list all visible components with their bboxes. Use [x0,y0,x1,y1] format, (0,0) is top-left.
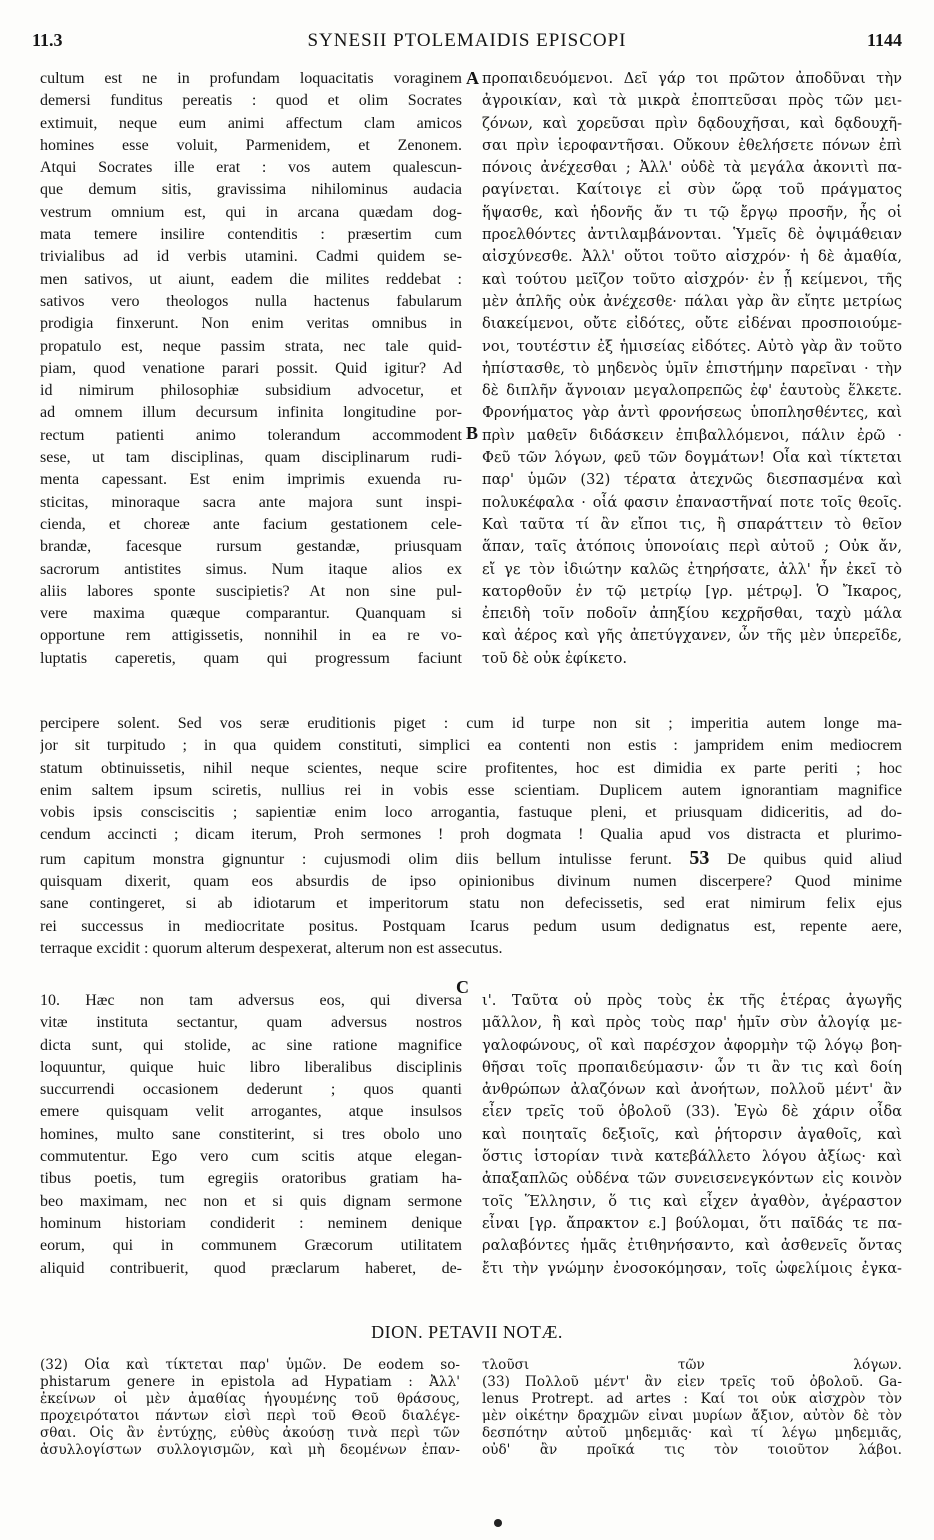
text-line: τλοῦσι τῶν λόγων. [482,1357,902,1373]
text-line: ἐκείνων οἱ μὲν ἀμαθίας ἡγουμένης τοῦ θράσους, [40,1391,460,1407]
text-line: jor sit turpitudo ; in qua quidem constituti, simplici ea contenti non estis : jampridem enim mediocrem [40,737,902,755]
text-line: extimuit, neque eum animi affectum clam amicos [40,114,462,132]
text-line: luptatis caperetis, quam qui progressum faciunt [40,649,462,667]
text-line: eorum, qui in communem Græcorum utilitatem [40,1237,462,1255]
text-line: aliis labores sponte suscipietis? At non sine pul- [40,582,462,600]
text-line: rectum patienti animo tolerandum accommodent [40,426,462,444]
text-line: prodigia finxerunt. Non enim veritas omnibus in [40,315,462,333]
text-line: ἀπαξαπλῶς οὐδένα τῶν συνεισενεγκόντων εἰς κοινὸν [482,1170,902,1188]
text-line: ζόνων, καὶ χορεῦσαι πρὶν δᾳδουχῆσαι, καὶ δᾳδουχῆ- [482,114,902,132]
text-line: τοῦ δὲ οὐκ ἐφίκετο. [482,649,627,667]
printer-mark [494,1519,502,1527]
text-line: statum obtinuissetis, nihil neque scientes, neque scire profitentes, hoc est dimidia ex parte periti ; hoc [40,759,902,777]
text-line: ἅπαν, ταῖς ἀτόποις ὑπονοίαις περὶ αὐτοῦ ; Οὐκ ἄν, [482,538,902,556]
text-line: ad omnem illum decursum infinita longitudine por- [40,404,462,422]
text-line: πολυκέφαλα · οἷά φασιν ἐπαναστῆναί ποτε τοῖς θεοῖς. [482,493,902,511]
text-line: tibus poetis, tum egregiis oratoribus gratiam ha- [40,1170,462,1188]
text-line: cienda, et choreæ ante facium gestationem cele- [40,515,462,533]
text-line: brandæ, facesque rursum gestandæ, priusquam [40,538,462,556]
text-line: ἐπειδὴ τοῖν ποδοῖν ἀπηξίου κεχρῆσθαι, ταχὺ μάλα [482,605,902,623]
text-line: γαλοφώνους, οἳ καὶ παρέσχον ἀφορμὴν τῷ λόγῳ βοη- [482,1036,902,1054]
text-line: emere quisquam velit arrogantes, atque insulsos [40,1103,462,1121]
text-line: καὶ τούτου μεῖζον τοῦτο αἰσχρόν· ἐν ᾗ κείμενοι, τῆς [482,270,902,288]
text-line: propatulo est, neque passim strata, nec tale quid- [40,337,462,355]
text-line: percipere solent. Sed vos seræ eruditionis piget : cum id turpe non sit ; imperitia autem longe ma- [40,715,902,732]
text-line: 10. Hæc non tam adversus eos, qui diversa [40,992,462,1009]
text-line: homines, multo sane constiterint, si tres obolo uno [40,1125,462,1143]
section-marker-b: B [466,423,479,443]
text-line: ι'. Ταῦτα οὐ πρὸς τοὺς ἐκ τῆς ἑτέρας ἀγωγῆς [482,992,902,1009]
text-line: sane contingeret, si ab idiotarum et imperitorum statu non defecissetis, sed erat nimirum felix ejus [40,895,902,913]
running-header [32,30,902,54]
text-line: κατορθοῦν ἐν τῷ μετρίῳ [γρ. μέτρῳ]. Ὁ Ἴκαρος, [482,582,902,600]
text-line: Φεῦ τῶν λόγων, φεῦ τῶν δογμάτων! Οἷα καὶ τίκτεται [482,449,902,467]
text-line: beo maximam, nec non et si quis dignam sermone [40,1192,462,1210]
text-line: opportune rem attigissetis, nonnihil in ea re vo- [40,627,462,645]
text-line: ραλαβόντες ἡμᾶς ἐτιθηνήσαντο, καὶ ἀσθενεῖς ὄντας [482,1237,902,1255]
text-line: εἶναι [γρ. ἄπρακτον ε.] βούλομαι, ὅτι παῖδάς τε πα- [482,1214,902,1232]
text-line: demersi funditus pereatis : quod et olim Socrates [40,92,462,110]
text-segment: rum capitum monstra gignuntur : cujusmodi olim diis bellum intulisse ferunt. [40,850,672,868]
text-line: cultum est ne in profundam loquacitatis voraginem [40,70,462,87]
text-line: ἀσυλλογίστων συλλογισμῶν, καὶ μὴ δεομένων ἐπαν- [40,1442,460,1458]
text-line: οὐδ' ἂν προῖκά τις τὸν τοιοῦτον λάβοι. [482,1442,902,1458]
text-line: sacrorum antistites simus. Num itaque alios ex [40,560,462,578]
running-title: SYNESII PTOLEMAIDIS EPISCOPI [307,30,627,51]
section-marker-a: A [466,68,479,88]
section-marker-c: C [456,977,469,997]
column-number-left: 11.3 [32,30,63,50]
text-line: ἔτι τὴν γνώμην ἐνοσοκόμησαν, τοῖς ὠφελίμοις ἐγκα- [482,1259,902,1277]
text-line: ραγίνεται. Καίτοιγε εἰ σὺν ὥρᾳ τοῦ πράγματος [482,181,902,199]
text-line: Φρονήματος γὰρ ἀντὶ φρονήσεως ὑποπλησθέντες, καὶ [482,404,902,422]
text-line: παρ' ὑμῶν (32) τέρατα ἀτεχνῶς διεσπασμένα καὶ [482,471,902,489]
text-line: loquuntur, quique huic libro liberalibus disciplinis [40,1058,462,1076]
latin-section-10 [40,990,462,1280]
text-line: terraque excidit : quorum alterum despexerat, alterum non est assecutus. [40,939,503,957]
edition-page-number: 53 [689,846,710,869]
text-line: sticitas, minoraque sacra ante majora sunt inspi- [40,493,462,511]
text-line: lenus Protrept. ad artes : Καί τοι οὐκ αἰσχρὸν τὸν [482,1391,902,1407]
text-line: αἰσχύνεσθε. Ἀλλ' οὔτοι τοῦτο αἰσχρόν· ἡ δὲ ἀμαθία, [482,248,902,266]
footnotes-right [482,1357,902,1459]
text-line-with-page-marker [40,847,902,871]
text-line: commutentur. Ego vero cum scitis atque elegan- [40,1148,462,1166]
text-line: cendum accincti ; dicam iterum, Proh sermones ! proh dogmata ! Qualia apud vos distracta et plurimo- [40,826,902,844]
text-line: ἥψασθε, καὶ ἡδονῆς ἄν τι τῷ ἔργῳ προσῆν, ἧς οἱ [482,203,902,221]
text-line: sese, ut tam disciplinas, quam disciplinarum rudi- [40,449,462,467]
text-line: πόνοις ἀνέχεσθαι ; Ἀλλ' οὐδὲ τὰ μεγάλα ἀκονιτὶ πα- [482,159,902,177]
text-line: ἀνθρώπων ἀλαζόνων καὶ ἀνοήτων, πολλοῦ μέντ' ἂν [482,1081,902,1099]
text-line: piam, quod venatione parari possit. Quid igitur? Ad [40,359,462,377]
text-line: προελθόντες ἀντιλαμβάνονται. Ὑμεῖς δὲ ὀψιμάθειαν [482,226,902,244]
text-line: trivialibus ad id verbis utamini. Cadmi quidem se- [40,248,462,266]
text-line: σαι πρὶν ἱεροφαντῆσαι. Οὔκουν ἐθελήσετε πόνων ἐπὶ [482,136,902,154]
text-line: vobis ipsis consciscitis ; sapientiæ enim loco arrogantia, fastuque pleni, et priusquam didiceritis, ad do- [40,804,902,822]
text-line: vere maxima quæque comparantur. Quanquam si [40,605,462,623]
text-line: dicta sunt, qui stolide, ac sine ratione magnifice [40,1036,462,1054]
text-line: ἠπίστασθε, τὸ μηδενὸς ὑμῖν ἐπιστήμην παρεῖναι · τὴν [482,359,902,377]
text-line: (33) Πολλοῦ μέντ' ἂν εἶεν τρεῖς τοῦ ὀβολοῦ. Ga- [482,1374,902,1390]
text-line: mata temere insilire contenditis : præsertim cum [40,226,462,244]
column-number-right: 1144 [866,30,902,50]
text-line: vitæ instituta sectantur, quam adversus nostros [40,1014,462,1032]
text-line: quisquam dixerit, quam eos absurdis de ipso opinionibus divinum numen discerpere? Quod minime [40,873,902,891]
text-line: εἴ γε τὸν ἰδιώτην καλῶς ἐτηρήσατε, ἀλλ' ἦν ἐκεῖ τὸ [482,560,902,578]
text-line: καὶ ποιηταῖς δεξιοῖς, καὶ ῥήτορσιν ἀγαθοῖς, καὶ [482,1125,902,1143]
latin-column-top [40,68,462,670]
text-line: προχειρότατοι πάντων εἰσὶ περὶ τοῦ Θεοῦ διαλέγε- [40,1408,460,1424]
text-line: id nimirum philosophiæ subsidium advocetur, et [40,382,462,400]
text-line: μὲν ἁπλῆς οὐκ ἀνέχεσθε· πάλαι γὰρ ἂν εἴητε μετρίως [482,292,902,310]
text-line: μᾶλλον, ἢ καὶ πρὸς τοὺς παρ' ἡμῖν σὺν ἀλογίᾳ με- [482,1014,902,1032]
text-line: aliquid contribuerit, quod præclarum haberet, de- [40,1259,462,1277]
text-line: μὲν οἰκέτην δραχμῶν εἶναι μυρίων ἄξιον, αὐτὸν δὲ τὸν [482,1408,902,1424]
text-line: διακείμενοι, οὔτε εἰδότες, οὔτε εἰδέναι προσποιούμε- [482,315,902,333]
text-line: δεσπότην αὐτοῦ μηδεμιᾶς· καὶ τί λέγω μηδεμιᾶς, [482,1425,902,1441]
text-line: men sativos, ut aiunt, eadem die milites reddebat : [40,270,462,288]
text-line: sativos vero theologos nulla hactenus fabularum [40,292,462,310]
text-line: homines esse voluit, Parmenidem, et Zenonem. [40,136,462,154]
footnotes-left [40,1357,460,1459]
text-segment: De quibus quid aliud [727,850,902,868]
text-line: rei successus in mediocritate positus. Postquam Icarus pedum usum dedignatus est, repente aere, [40,917,902,935]
text-line: Καὶ ταῦτα τί ἂν εἴποι τις, ἢ σπαράττειν τὸ θεῖον [482,515,902,533]
text-line: hominum historiam condiderit : neminem denique [40,1214,462,1232]
text-line: ἀγροικίαν, καὶ τὰ μικρὰ ἐποπτεῦσαι πρὸς τῶν μει- [482,92,902,110]
text-line: que demum sitis, gravissima nihilominus audacia [40,181,462,199]
text-line: εἶεν τρεῖς τοῦ ὀβολοῦ (33). Ἐγὼ δὲ χάριν οἶδα [482,1103,902,1121]
text-line: (32) Οἷα καὶ τίκτεται παρ' ὑμῶν. De eodem so- [40,1357,460,1373]
text-line: θῆσαι τοῖς προπαιδεύμασιν· ὧν τι ἂν τις καὶ δοίη [482,1058,902,1076]
text-line: enim saltem ipsum sciretis, nullius rei in vobis esse scientiam. Duplicem autem ignorantiam magnifice [40,781,902,799]
text-line: ὅστις ἱστορίαν τινὰ κατεβάλλετο λόγου ἀξίως· καὶ [482,1148,902,1166]
text-line: phistarum genere in epistola ad Hypatiam : Ἀλλ' [40,1374,460,1390]
text-line: νοι, τουτέστιν ἐξ ἡμισείας εἰδότες. Αὐτὸ γὰρ ἂν τοῦτο [482,337,902,355]
notes-heading: DION. PETAVII NOTÆ. [371,1322,563,1342]
text-line: vestrum omnium est, qui in arcana quædam dog- [40,203,462,221]
text-line: menta capessant. Est enim imprimis exuenda ru- [40,471,462,489]
text-line: σθαι. Οἷς ἂν ἐντύχῃς, εὐθὺς ἀκούσῃ τινὰ περὶ τῶν [40,1425,460,1441]
latin-full-width-continuation [40,713,902,960]
text-line: Atqui Socrates ille erat : vos autem qualescun- [40,159,462,177]
text-line: καὶ ἀέρος καὶ γῆς ἀπετύγχανεν, ὧν τῆς μὲν ὑπερεῖδε, [482,627,902,645]
greek-section-10 [482,990,902,1280]
text-line: πρὶν μαθεῖν διδάσκειν ἐπιβαλλόμενοι, πάλιν ἐρῶ · [482,426,902,444]
text-line: δὲ διπλῆν ἄγνοιαν μεγαλοπρεπῶς ἐφ' ἑαυτοὺς ἕλκετε. [482,382,902,400]
greek-column-top [482,68,902,670]
text-line: τοῖς Ἕλλησιν, ὅ τις καὶ εἶχεν ἀγαθὸν, ἀγέραστον [482,1192,902,1210]
text-line: succurrendi occasionem dederunt ; quos quanti [40,1081,462,1099]
text-line: προπαιδευόμενοι. Δεῖ γάρ τοι πρῶτον ἀποδῦναι τὴν [482,70,902,87]
